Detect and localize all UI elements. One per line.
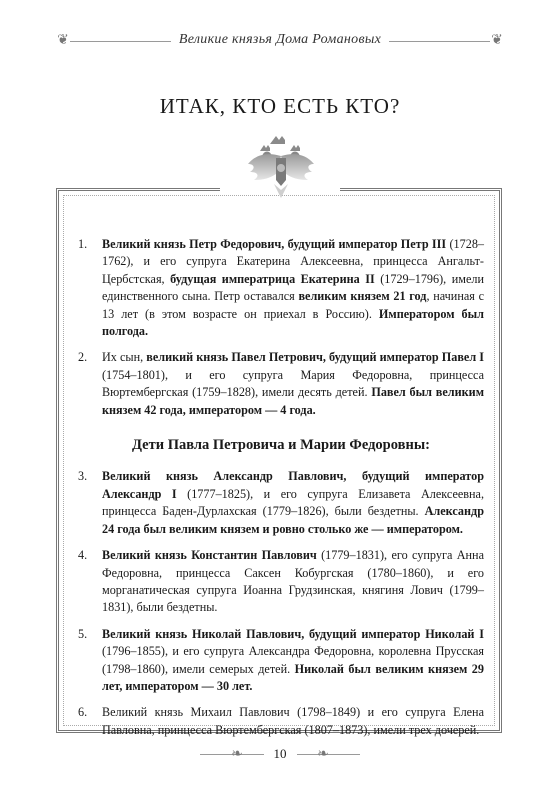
running-title: Великие князья Дома Романовых xyxy=(0,32,560,48)
body-text: (1754–1801), и его супруга Мария Федоровна, принцесса Вюртембергская (1759–1828), имели десять детей. xyxy=(102,367,484,400)
bold-text: Александр 24 года был великим князем и ровно столько же — императором. xyxy=(102,504,484,536)
list-item xyxy=(78,704,484,739)
body-text: (1728–1762), и его супруга Екатерина Алексеевна, принцесса Ангальт-Цербстская, xyxy=(102,237,485,286)
page-title: ИТАК, КТО ЕСТЬ КТО? xyxy=(159,94,401,118)
body-text: Великий князь Михаил Павлович (1798–1849) и его супруга Елена Павловна, принцесса Вюртембергская (1807–1873), имели трех дочерей. xyxy=(102,705,484,737)
body-text: , начиная с 13 лет (в этом возрасте он приехал в Россию). xyxy=(102,289,484,321)
bold-text: великим князем 21 год xyxy=(298,289,427,304)
page-footer xyxy=(0,744,560,764)
fleuron-icon: ❦ xyxy=(57,33,69,48)
body-text: Их сын, xyxy=(102,350,147,365)
rulers-list xyxy=(78,236,484,419)
body-text: (1779–1831), его супруга Анна Федоровна, принцесса Саксен Кобургская (1780–1860), и его морганатическая супруга Иоанна Грудзинская, княгиня Лович (1799–1831), были бездетны. xyxy=(102,548,484,615)
list-item xyxy=(78,547,484,617)
list-item xyxy=(78,236,484,340)
children-list xyxy=(78,468,484,739)
body-text: (1796–1855), и его супруга Александра Федоровна, королевна Прусская (1798–1860), имели семерых детей. xyxy=(102,644,484,676)
bold-text: Великий князь Александр Павлович, будущий император Александр I xyxy=(102,469,484,501)
item-number: 6. xyxy=(78,705,88,720)
body-text: (1777–1825), и его супруга Елизавета Алексеевна, принцесса Баден-Дурлахская (1779–1826), были бездетны. xyxy=(102,486,484,519)
bold-text: Императором был полгода. xyxy=(102,306,485,339)
double-headed-eagle-icon xyxy=(246,134,316,204)
running-header xyxy=(0,30,560,54)
fleuron-icon: ❧ xyxy=(231,747,243,762)
bold-text: великий князь Павел Петрович, будущий император Павел I xyxy=(146,350,484,365)
list-item xyxy=(78,626,484,696)
bold-text: Павел был великим князем 42 года, императором — 4 года. xyxy=(102,385,485,417)
bold-text: Великий князь Николай Павлович, будущий император Николай I xyxy=(102,626,484,641)
item-number: 4. xyxy=(78,548,88,563)
bold-text: будущая императрица Екатерина II xyxy=(170,271,375,286)
fleuron-icon: ❧ xyxy=(317,747,329,762)
bold-text: Николай был великим князем 29 лет, императором — 30 лет. xyxy=(102,661,484,693)
main-text xyxy=(78,236,484,748)
bold-text: Великий князь Петр Федорович, будущий император Петр III xyxy=(102,237,447,251)
item-number: 2. xyxy=(78,350,88,365)
item-number: 3. xyxy=(78,469,88,484)
list-item xyxy=(78,468,484,538)
page-number: 10 xyxy=(0,746,560,762)
fleuron-icon: ❦ xyxy=(491,33,503,48)
list-item xyxy=(78,349,484,419)
bold-text: Великий князь Константин Павлович xyxy=(102,548,317,563)
section-subheading: Дети Павла Петровича и Марии Федоровны: xyxy=(132,437,430,454)
body-text: (1729–1796), имели единственного сына. Петр оставался xyxy=(102,271,484,304)
item-number: 1. xyxy=(78,237,88,251)
item-number: 5. xyxy=(78,626,88,641)
